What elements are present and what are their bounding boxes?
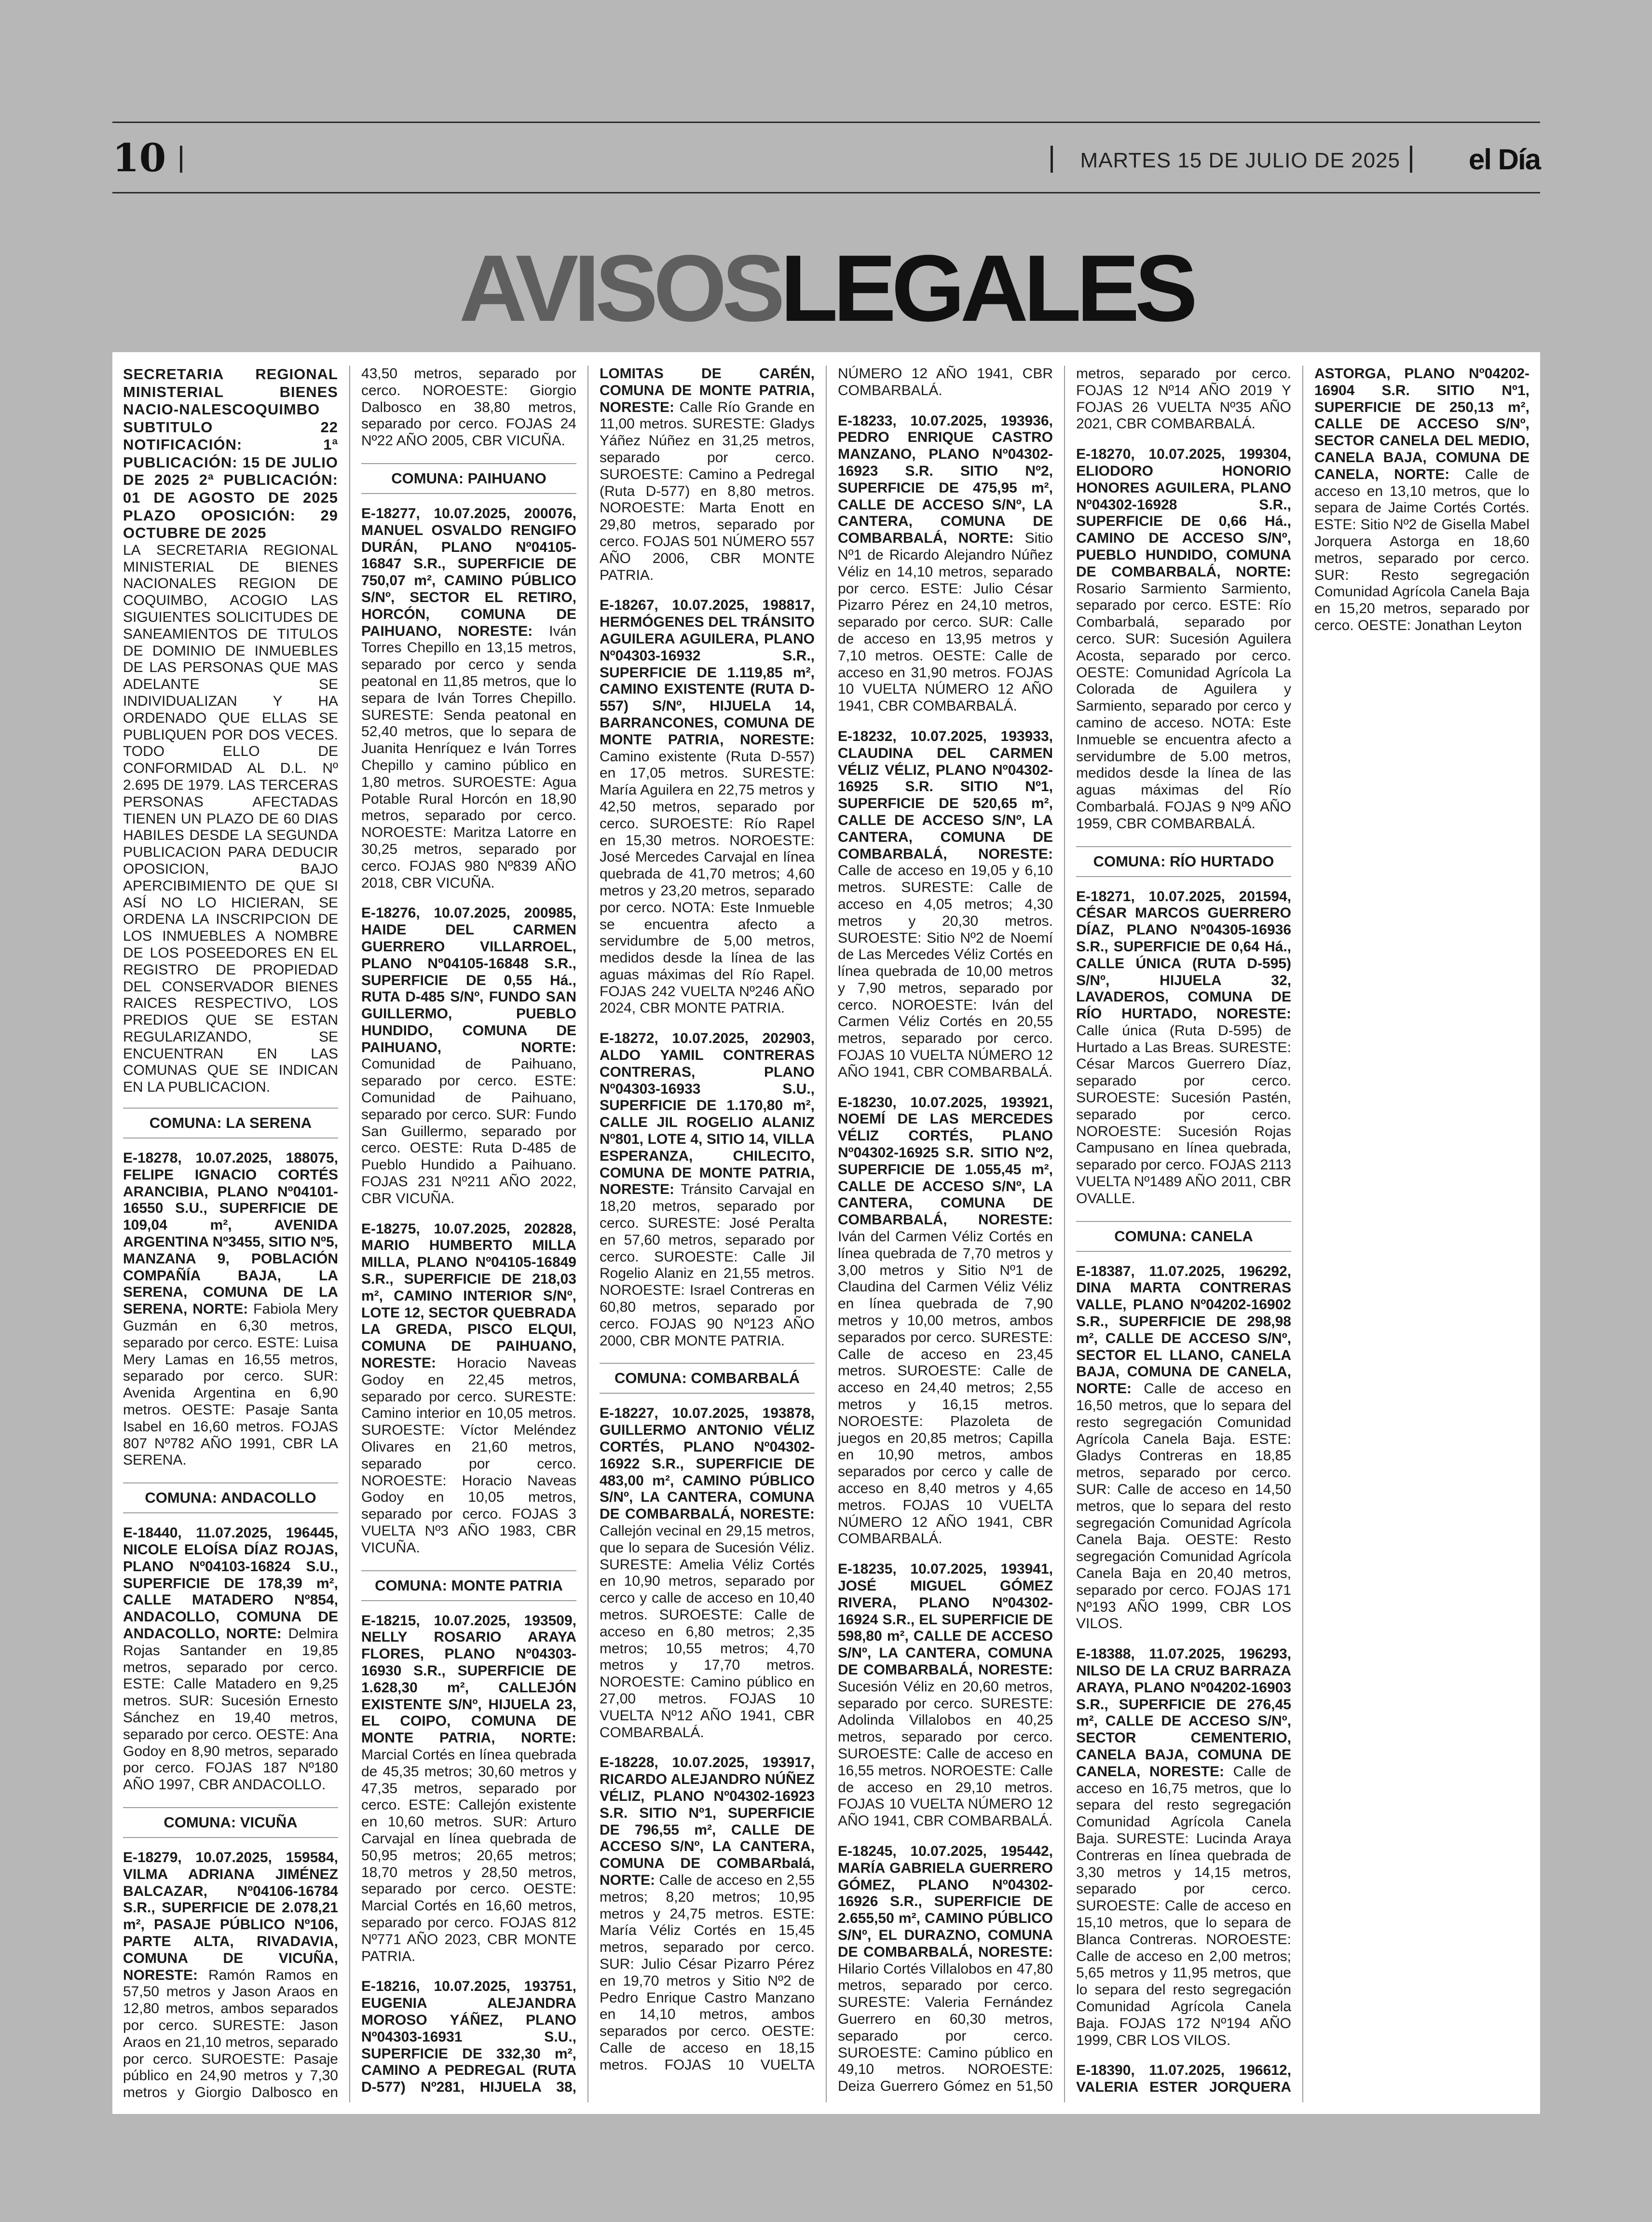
notice-boundaries: Calle Río Grande en 11,00 metros. SURESTE: Gladys Yáñez Núñez en 31,25 metros, separado por cerco. SUROESTE: Camino a Pedregal (Ruta D-577) en 8,80 metros. NOROESTE: Marta Enott en 29,80 metros, separado por cerco. FOJAS 501 NÚMERO 557 AÑO 2006, CBR MONTE PATRIA. <box>600 399 815 583</box>
notice-heading: E-18216, 10.07.2025, 193751, EUGENIA ALEJANDRA MOROSO YÁÑEZ, PLANO Nº04303-16931 S.U., SUPERFICIE DE 332,30 m², CAMINO A PEDREGAL (RUTA D-577) Nº281, HIJUELA 38, LOMITAS DE CARÉN, COMUNA DE MONTE PATRIA, NORESTE: <box>361 366 815 2096</box>
notice-heading: E-18276, 10.07.2025, 200985, HAIDE DEL CARMEN GUERRERO VILLARROEL, PLANO Nº04105-16848 S.R., SUPERFICIE DE 0,55 Há., RUTA D-485 S/Nº, FUNDO SAN GUILLERMO, PUEBLO HUNDIDO, COMUNA DE PAIHUANO, NORTE: <box>361 905 576 1056</box>
comuna-heading: COMUNA: CANELA <box>1076 1221 1291 1252</box>
comuna-heading: COMUNA: PAIHUANO <box>361 463 576 494</box>
header-divider <box>1051 146 1053 173</box>
notice-heading: E-18279, 10.07.2025, 159584, VILMA ADRIANA JIMÉNEZ BALCAZAR, Nº04106-16784 S.R., SUPERFICIE DE 2.078,21 m², PASAJE PÚBLICO Nº106, PARTE ALTA, RIVADAVIA, COMUNA DE VICUÑA, NORESTE: <box>123 1849 338 1983</box>
notice-heading: E-18271, 10.07.2025, 201594, CÉSAR MARCOS GUERRERO DÍAZ, PLANO Nº04305-16936 S.R., SUPERFICIE DE 0,64 Há., CALLE ÚNICA (RUTA D-595) S/Nº, HIJUELA 32, LAVADEROS, COMUNA DE RÍO HURTADO, NORESTE: <box>1076 888 1291 1022</box>
notice-boundaries: Calle de acceso en 13,10 metros, que lo separa de Jaime Cortés Cortés. ESTE: Sitio Nº2 de Gisella Mabel Jorquera Astorga en 18,60 metros, separado por cerco. SUR: Resto segregación Comunidad Agrícola Canela Baja en 15,20 metros, separado por cerco. OESTE: Jonathan Leyton <box>1314 466 1529 633</box>
notice-boundaries: Ramón Ramos en 57,50 metros y Jason Araos en 12,80 metros, ambos separados por cerco. SURESTE: Jason Araos en 21,10 metros, separado por cerco. SUROESTE: Pasaje público en 24,90 metros y 7,30 metros y Giorgio Dalbosco en 43,50 metros, separado por cerco. NOROESTE: Giorgio Dalbosco en 38,80 metros, separado por cerco. FOJAS 24 Nº22 AÑO 2005, CBR VICUÑA. <box>123 366 576 2101</box>
issue-date: MARTES 15 DE JULIO DE 2025 <box>1080 149 1400 172</box>
header-divider <box>180 146 182 173</box>
notice-boundaries: Camino existente (Ruta D-557) en 17,05 metros. SURESTE: María Aguilera en 22,75 metros y 42,50 metros, separado por cerco. SUROESTE: Río Rapel en 15,30 metros. NOROESTE: José Mercedes Carvajal en línea quebrada de 41,70 metros; 4,60 metros y 23,20 metros, separado por cerco. NOTA: Este Inmueble se encuentra afecto a servidumbre de 5,00 metros, medidos desde la línea de las aguas máximas del Río Rapel. FOJAS 242 VUELTA Nº246 AÑO 2024, CBR MONTE PATRIA. <box>600 748 815 1016</box>
legal-notice <box>123 1150 338 1469</box>
section-banner <box>0 235 1652 341</box>
comuna-heading: COMUNA: LA SERENA <box>123 1108 338 1138</box>
legal-notice <box>838 1561 1053 1830</box>
notices-panel <box>112 352 1540 2114</box>
page-header <box>112 126 1540 189</box>
notice-boundaries: Comunidad de Paihuano, separado por cerco. ESTE: Comunidad de Paihuano, separado por cerco. SUR: Fundo San Guillermo, separado por cerco. OESTE: Ruta D-485 de Pueblo Hundido a Paihuano. FOJAS 231 Nº211 AÑO 2022, CBR VICUÑA. <box>361 1056 576 1207</box>
notice-boundaries: Callejón vecinal en 29,15 metros, que lo separa de Sucesión Véliz. SURESTE: Amelia Véliz Cortés en 10,90 metros, separado por cerco y calle de acceso en 10,40 metros. SUROESTE: Calle de acceso en 6,80 metros; 2,35 metros; 10,55 metros; 4,70 metros y 17,70 metros. NOROESTE: Camino público en 27,00 metros. FOJAS 10 VUELTA Nº12 AÑO 1941, CBR COMBARBALÁ. <box>600 1523 815 1741</box>
legal-notice <box>361 1613 576 1965</box>
notice-boundaries: Calle de acceso en 19,05 y 6,10 metros. SURESTE: Calle de acceso en 4,05 metros; 4,30 metros y 20,30 metros. SUROESTE: Sitio Nº2 de Noemí de Las Mercedes Véliz Cortés en línea quebrada de 10,00 metros y 7,90 metros, separado por cerco. NOROESTE: Iván del Carmen Véliz Cortés en 20,55 metros, separado por cerco. FOJAS 10 VUELTA NÚMERO 12 AÑO 1941, CBR COMBARBALÁ. <box>838 863 1053 1080</box>
notice-heading: E-18267, 10.07.2025, 198817, HERMÓGENES DEL TRÁNSITO AGUILERA AGUILERA, PLANO Nº04303-16932 S.R., SUPERFICIE DE 1.119,85 m², CAMINO EXISTENTE (RUTA D-557) S/Nº, HIJUELA 14, BARRANCONES, COMUNA DE MONTE PATRIA, NORESTE: <box>600 597 815 748</box>
notice-heading: E-18230, 10.07.2025, 193921, NOEMÍ DE LAS MERCEDES VÉLIZ CORTÉS, PLANO Nº04302-16925 S.R. SITIO Nº2, SUPERFICIE DE 1.055,45 m², CALLE DE ACCESO S/Nº, LA CANTERA, COMUNA DE COMBARBALÁ, NORESTE: <box>838 1094 1053 1228</box>
notice-heading: E-18277, 10.07.2025, 200076, MANUEL OSVALDO RENGIFO DURÁN, PLANO Nº04105-16847 S.R., SUPERFICIE DE 750,07 m², CAMINO PÚBLICO S/Nº, SECTOR EL RETIRO, HORCÓN, COMUNA DE PAIHUANO, NORESTE: <box>361 505 576 639</box>
banner-word-legales: LEGALES <box>780 235 1193 341</box>
legal-notice <box>838 413 1053 715</box>
notice-heading: E-18272, 10.07.2025, 202903, ALDO YAMIL CONTRERAS CONTRERAS, PLANO Nº04303-16933 S.U., SUPERFICIE DE 1.170,80 m², CALLE JIL ROGELIO ALANIZ Nº801, LOTE 4, SITIO 14, VILLA ESPERANZA, CHILECITO, COMUNA DE MONTE PATRIA, NORESTE: <box>600 1030 815 1198</box>
notice-heading: E-18215, 10.07.2025, 193509, NELLY ROSARIO ARAYA FLORES, PLANO Nº04303-16930 S.R., SUPERFICIE DE 1.628,30 m², CALLEJÓN EXISTENTE S/Nº, HIJUELA 23, EL COIPO, COMUNA DE MONTE PATRIA, NORTE: <box>361 1612 576 1746</box>
legal-notice <box>838 1095 1053 1548</box>
notice-boundaries: Marcial Cortés en línea quebrada de 45,35 metros; 30,60 metros y 47,35 metros, separado por cerco. ESTE: Callejón existente en 10,60 metros. SUR: Arturo Carvajal en línea quebrada de 50,95 metros; 20,65 metros; 18,70 metros y 28,50 metros, separado por cerco. OESTE: Marcial Cortés en 16,60 metros, separado por cerco. FOJAS 812 Nº771 AÑO 2023, CBR MONTE PATRIA. <box>361 1746 576 1964</box>
legal-notice <box>361 506 576 892</box>
notice-boundaries: Sucesión Véliz en 20,60 metros, separado por cerco. SURESTE: Adolinda Villalobos en 40,25 metros, separado por cerco. SUROESTE: Calle de acceso en 16,55 metros. NOROESTE: Calle de acceso en 29,10 metros. FOJAS 10 VUELTA NÚMERO 12 AÑO 1941, CBR COMBARBALÁ. <box>838 1678 1053 1829</box>
comuna-heading: COMUNA: MONTE PATRIA <box>361 1570 576 1601</box>
notification-intro: LA SECRETARIA REGIONAL MINISTERIAL DE BIENES NACIONALES REGION DE COQUIMBO, ACOGIO LAS SIGUIENTES SOLICITUDES DE SANEAMIENTOS DE TITULOS DE DOMINIO DE INMUEBLES DE LAS PERSONAS QUE MAS ADELANTE SE INDIVIDUALIZAN Y HA ORDENADO QUE ELLAS SE PUBLIQUEN POR DOS VECES. TODO ELLO DE CONFORMIDAD AL D.L. Nº 2.695 DE 1979. LAS TERCERAS PERSONAS AFECTADAS TIENEN UN PLAZO DE 60 DIAS HABILES DESDE LA SEGUNDA PUBLICACION PARA DEDUCIR OPOSICION, BAJO APERCIBIMIENTO DE QUE SI ASÍ NO LO HICIERAN, SE ORDENA LA INSCRIPCION DE LOS INMUEBLES A NOMBRE DE LOS POSEEDORES EN EL REGISTRO DE PROPIEDAD DEL CONSERVADOR BIENES RAICES RESPECTIVO, LOS PREDIOS QUE SE ESTAN REGULARIZANDO, SE ENCUENTRAN EN LAS COMUNAS QUE SE INDICAN EN LA PUBLICACION. <box>123 542 338 1096</box>
comuna-heading: COMUNA: RÍO HURTADO <box>1076 846 1291 877</box>
notice-heading: E-18390, 11.07.2025, 196612, VALERIA ESTER JORQUERA ASTORGA, PLANO Nº04202-16904 S.R. SITIO Nº1, SUPERFICIE DE 250,13 m², CALLE DE ACCESO S/Nº, SECTOR CANELA DEL MEDIO, CANELA BAJA, COMUNA DE CANELA, NORTE: <box>1076 366 1529 2096</box>
notice-heading: E-18228, 10.07.2025, 193917, RICARDO ALEJANDRO NÚÑEZ VÉLIZ, PLANO Nº04302-16923 S.R. SITIO Nº1, SUPERFICIE DE 796,55 m², CALLE DE ACCESO S/Nº, LA CANTERA, COMUNA DE COMBARbalá, NORTE: <box>600 1755 815 1888</box>
legal-notice <box>361 905 576 1207</box>
notice-heading: E-18270, 10.07.2025, 199304, ELIODORO HONORIO HONORES AGUILERA, PLANO Nº04302-16928 S.R., SUPERFICIE DE 0,66 Há., CAMINO DE ACCESO S/Nº, PUEBLO HUNDIDO, COMUNA DE COMBARBALÁ, NORTE: <box>1076 446 1291 580</box>
comuna-heading: COMUNA: VICUÑA <box>123 1807 338 1838</box>
legal-notice <box>1076 446 1291 832</box>
notice-boundaries: Calle de acceso en 16,50 metros, que lo separa del resto segregación Comunidad Agrícola Canela Baja. ESTE: Gladys Contreras en 18,85 metros, separado por cerco. SUR: Calle de acceso en 14,50 metros, que lo separa del resto segregación Comunidad Agrícola Canela Baja. OESTE: Resto segregación Comunidad Agrícola Canela Baja en 20,40 metros, separado por cerco. FOJAS 171 Nº193 AÑO 1999, CBR LOS VILOS. <box>1076 1381 1291 1632</box>
legal-notice <box>838 728 1053 1081</box>
notification-heading: SECRETARIA REGIONAL MINISTERIAL BIENES NACIO-NALESCOQUIMBO SUBTITULO 22 NOTIFICACIÓN: 1ª PUBLICACIÓN: 15 DE JULIO DE 2025 2ª PUBLICACIÓN: 01 DE AGOSTO DE 2025 PLAZO OPOSICIÓN: 29 OCTUBRE DE 2025 <box>123 366 338 542</box>
legal-notice <box>1076 889 1291 1207</box>
notice-boundaries: Horacio Naveas Godoy en 22,45 metros, separado por cerco. SURESTE: Camino interior en 10,05 metros. SUROESTE: Víctor Meléndez Olivares en 21,60 metros, separado por cerco. NOROESTE: Horacio Naveas Godoy en 10,05 metros, separado por cerco. FOJAS 3 VUELTA Nº3 AÑO 1983, CBR VICUÑA. <box>361 1355 576 1556</box>
comuna-heading: COMUNA: ANDACOLLO <box>123 1482 338 1513</box>
banner-word-avisos: AVISOS <box>459 235 780 341</box>
legal-notice <box>361 1221 576 1557</box>
notice-boundaries: Iván del Carmen Véliz Cortés en línea quebrada de 7,70 metros y 3,00 metros y Sitio Nº1 de Claudina del Carmen Véliz Véliz en línea quebrada de 7,90 metros y 10,00 metros, ambos separados por cerco. SURESTE: Calle de acceso en 23,45 metros. SUROESTE: Calle de acceso en 24,40 metros; 2,55 metros y 16,15 metros. NOROESTE: Plazoleta de juegos en 20,85 metros; Capilla en 10,90 metros, ambos separados por cerco y calle de acceso en 8,40 metros y 4,65 metros. FOJAS 10 VUELTA NÚMERO 12 AÑO 1941, CBR COMBARBALÁ. <box>838 1229 1053 1547</box>
notice-heading: E-18388, 11.07.2025, 196293, NILSO DE LA CRUZ BARRAZA ARAYA, PLANO Nº04202-16903 S.R., SUPERFICIE DE 276,45 m², CALLE DE ACCESO S/Nº, SECTOR CEMENTERIO, CANELA BAJA, COMUNA DE CANELA, NORESTE: <box>1076 1646 1291 1780</box>
legal-notice <box>600 1405 815 1741</box>
page-number: 10 <box>112 135 166 180</box>
comuna-heading: COMUNA: COMBARBALÁ <box>600 1363 815 1394</box>
legal-notice <box>1076 1263 1291 1633</box>
legal-notice <box>600 597 815 1017</box>
notice-heading: E-18233, 10.07.2025, 193936, PEDRO ENRIQUE CASTRO MANZANO, PLANO Nº04302-16923 S.R. SITIO Nº2, SUPERFICIE DE 475,95 m², CALLE DE ACCESO S/Nº, LA CANTERA, COMUNA DE COMBARBALÁ, NORTE: <box>838 412 1053 547</box>
notice-heading: E-18440, 11.07.2025, 196445, NICOLE ELOÍSA DÍAZ ROJAS, PLANO Nº04103-16824 S.U., SUPERFICIE DE 178,39 m², CALLE MATADERO Nº854, ANDACOLLO, COMUNA DE ANDACOLLO, NORTE: <box>123 1525 338 1642</box>
legal-notice <box>1076 1646 1291 2049</box>
notice-boundaries: Delmira Rojas Santander en 19,85 metros, separado por cerco. ESTE: Calle Matadero en 9,25 metros. SUR: Sucesión Ernesto Sánchez en 19,40 metros, separado por cerco. OESTE: Ana Godoy en 8,90 metros, separado por cerco. FOJAS 187 Nº180 AÑO 1997, CBR ANDACOLLO. <box>123 1626 338 1793</box>
notice-heading: E-18227, 10.07.2025, 193878, GUILLERMO ANTONIO VÉLIZ CORTÉS, PLANO Nº04302-16922 S.R., SUPERFICIE DE 483,00 m², CAMINO PÚBLICO S/Nº, LA CANTERA, COMUNA DE COMBARBALÁ, NORESTE: <box>600 1405 815 1522</box>
notice-heading: E-18278, 10.07.2025, 188075, FELIPE IGNACIO CORTÉS ARANCIBIA, PLANO Nº04101-16550 S.U., SUPERFICIE DE 109,04 m², AVENIDA ARGENTINA Nº3455, SITIO Nº5, MANZANA 9, POBLACIÓN COMPAÑÍA BAJA, LA SERENA, COMUNA DE LA SERENA, NORTE: <box>123 1150 338 1317</box>
notice-boundaries: Calle única (Ruta D-595) de Hurtado a Las Breas. SURESTE: César Marcos Guerrero Díaz, separado por cerco. SUROESTE: Sucesión Pastén, separado por cerco. NOROESTE: Sucesión Rojas Campusano en línea quebrada, separado por cerco. FOJAS 2113 VUELTA Nº1489 AÑO 2011, CBR OVALLE. <box>1076 1022 1291 1207</box>
notice-boundaries: Hilario Cortés Villalobos en 47,80 metros, separado por cerco. SURESTE: Valeria Fernández Guerrero en 60,30 metros, separado por cerco. SUROESTE: Camino público en 49,10 metros. NOROESTE: Deiza Guerrero Gómez en 51,50 metros, separado por cerco. FOJAS 12 Nº14 AÑO 2019 Y FOJAS 26 VUELTA Nº35 AÑO 2021, CBR COMBARBALÁ. <box>838 366 1291 2095</box>
header-top-rule <box>112 122 1540 123</box>
notice-heading: E-18232, 10.07.2025, 193933, CLAUDINA DEL CARMEN VÉLIZ VÉLIZ, PLANO Nº04302-16925 S.R. SITIO Nº1, SUPERFICIE DE 520,65 m², CALLE DE ACCESO S/Nº, LA CANTERA, COMUNA DE COMBARBALÁ, NORESTE: <box>838 728 1053 862</box>
notice-boundaries: Rosario Sarmiento Sarmiento, separado por cerco. ESTE: Río Combarbalá, separado por cerco. SUR: Sucesión Aguilera Acosta, separado por cerco. OESTE: Comunidad Agrícola La Colorada de Aguilera y Sarmiento, separado por cerco y camino de acceso. NOTA: Este Inmueble se encuentra afecto a servidumbre de 5.00 metros, medidos desde la línea de las aguas máximas del Río Combarbalá. FOJAS 9 Nº9 AÑO 1959, CBR COMBARBALÁ. <box>1076 580 1291 832</box>
notice-boundaries: Fabiola Mery Guzmán en 6,30 metros, separado por cerco. ESTE: Luisa Mery Lamas en 16,55 metros, separado por cerco. SUR: Avenida Argentina en 6,90 metros. OESTE: Pasaje Santa Isabel en 16,60 metros. FOJAS 807 Nº782 AÑO 1991, CBR LA SERENA. <box>123 1301 338 1468</box>
legal-notice <box>123 1525 338 1794</box>
header-bottom-rule <box>112 192 1540 193</box>
notice-boundaries: Sitio Nº1 de Ricardo Alejandro Núñez Véliz en 14,10 metros, separado por cerco. ESTE: Julio César Pizarro Pérez en 24,10 metros, separado por cerco. SUR: Calle de acceso en 13,95 metros y 7,10 metros. OESTE: Calle de acceso en 31,90 metros. FOJAS 10 VUELTA NÚMERO 12 AÑO 1941, CBR COMBARBALÁ. <box>838 530 1053 714</box>
header-divider <box>1410 146 1412 173</box>
notice-boundaries: Iván Torres Chepillo en 13,15 metros, separado por cerco y senda peatonal en 11,85 metros, que lo separa de Iván Torres Chepillo. SURESTE: Senda peatonal en 52,40 metros, que lo separa de Juanita Henríquez e Iván Torres Chepillo y camino público en 1,80 metros. SUROESTE: Agua Potable Rural Horcón en 18,90 metros, separado por cerco. NOROESTE: Maritza Latorre en 30,25 metros, separado por cerco. FOJAS 980 Nº839 AÑO 2018, CBR VICUÑA. <box>361 623 576 891</box>
notice-heading: E-18387, 11.07.2025, 196292, DINA MARTA CONTRERAS VALLE, PLANO Nº04202-16902 S.R., SUPERFICIE DE 298,98 m², CALLE DE ACCESO S/Nº, SECTOR EL LLANO, CANELA BAJA, COMUNA DE CANELA, NORTE: <box>1076 1263 1291 1397</box>
notice-heading: E-18245, 10.07.2025, 195442, MARÍA GABRIELA GUERRERO GÓMEZ, PLANO Nº04302-16926 S.R., SUPERFICIE DE 2.655,50 m², CAMINO PÚBLICO S/Nº, EL DURAZNO, COMUNA DE COMBARBALÁ, NORESTE: <box>838 1843 1053 1960</box>
notice-boundaries: Calle de acceso en 2,55 metros; 8,20 metros; 10,95 metros y 24,75 metros. ESTE: María Véliz Cortés en 15,45 metros, separado por cerco. SUR: Julio César Pizarro Pérez en 19,70 metros y Sitio Nº2 de Pedro Enrique Castro Manzano en 14,10 metros, ambos separados por cerco. OESTE: Calle de acceso en 18,15 metros. FOJAS 10 VUELTA NÚMERO 12 AÑO 1941, CBR COMBARBALÁ. <box>600 366 1053 2073</box>
notice-boundaries: Tránsito Carvajal en 18,20 metros, separado por cerco. SURESTE: José Peralta en 57,60 metros, separado por cerco. SUROESTE: Calle Jil Rogelio Alaniz en 21,55 metros. NOROESTE: Israel Contreras en 60,80 metros, separado por cerco. FOJAS 90 Nº123 AÑO 2000, CBR MONTE PATRIA. <box>600 1181 815 1349</box>
newspaper-logo: el Día <box>1468 143 1540 176</box>
notice-heading: E-18235, 10.07.2025, 193941, JOSÉ MIGUEL GÓMEZ RIVERA, PLANO Nº04302-16924 S.R., EL SUPERFICIE DE 598,80 m², CALLE DE ACCESO S/Nº, LA CANTERA, COMUNA DE COMBARBALÁ, NORESTE: <box>838 1561 1053 1678</box>
notice-boundaries: Calle de acceso en 16,75 metros, que lo separa del resto segregación Comunidad Agrícola Canela Baja. SURESTE: Lucinda Araya Contreras en línea quebrada de 3,30 metros y 14,15 metros, separado por cerco. SUROESTE: Calle de acceso en 15,10 metros, que lo separa de Blanca Contreras. NOROESTE: Calle de acceso en 2,00 metros; 5,65 metros y 11,95 metros, que lo separa del resto segregación Comunidad Agrícola Canela Baja. FOJAS 172 Nº194 AÑO 1999, CBR LOS VILOS. <box>1076 1763 1291 2048</box>
notices-columns <box>123 366 1529 2102</box>
notice-heading: E-18275, 10.07.2025, 202828, MARIO HUMBERTO MILLA MILLA, PLANO Nº04105-16849 S.R., SUPERFICIE DE 218,03 m², CAMINO INTERIOR S/Nº, LOTE 12, SECTOR QUEBRADA LA GREDA, PISCO ELQUI, COMUNA DE PAIHUANO, NORESTE: <box>361 1221 576 1372</box>
legal-notice <box>600 1030 815 1349</box>
